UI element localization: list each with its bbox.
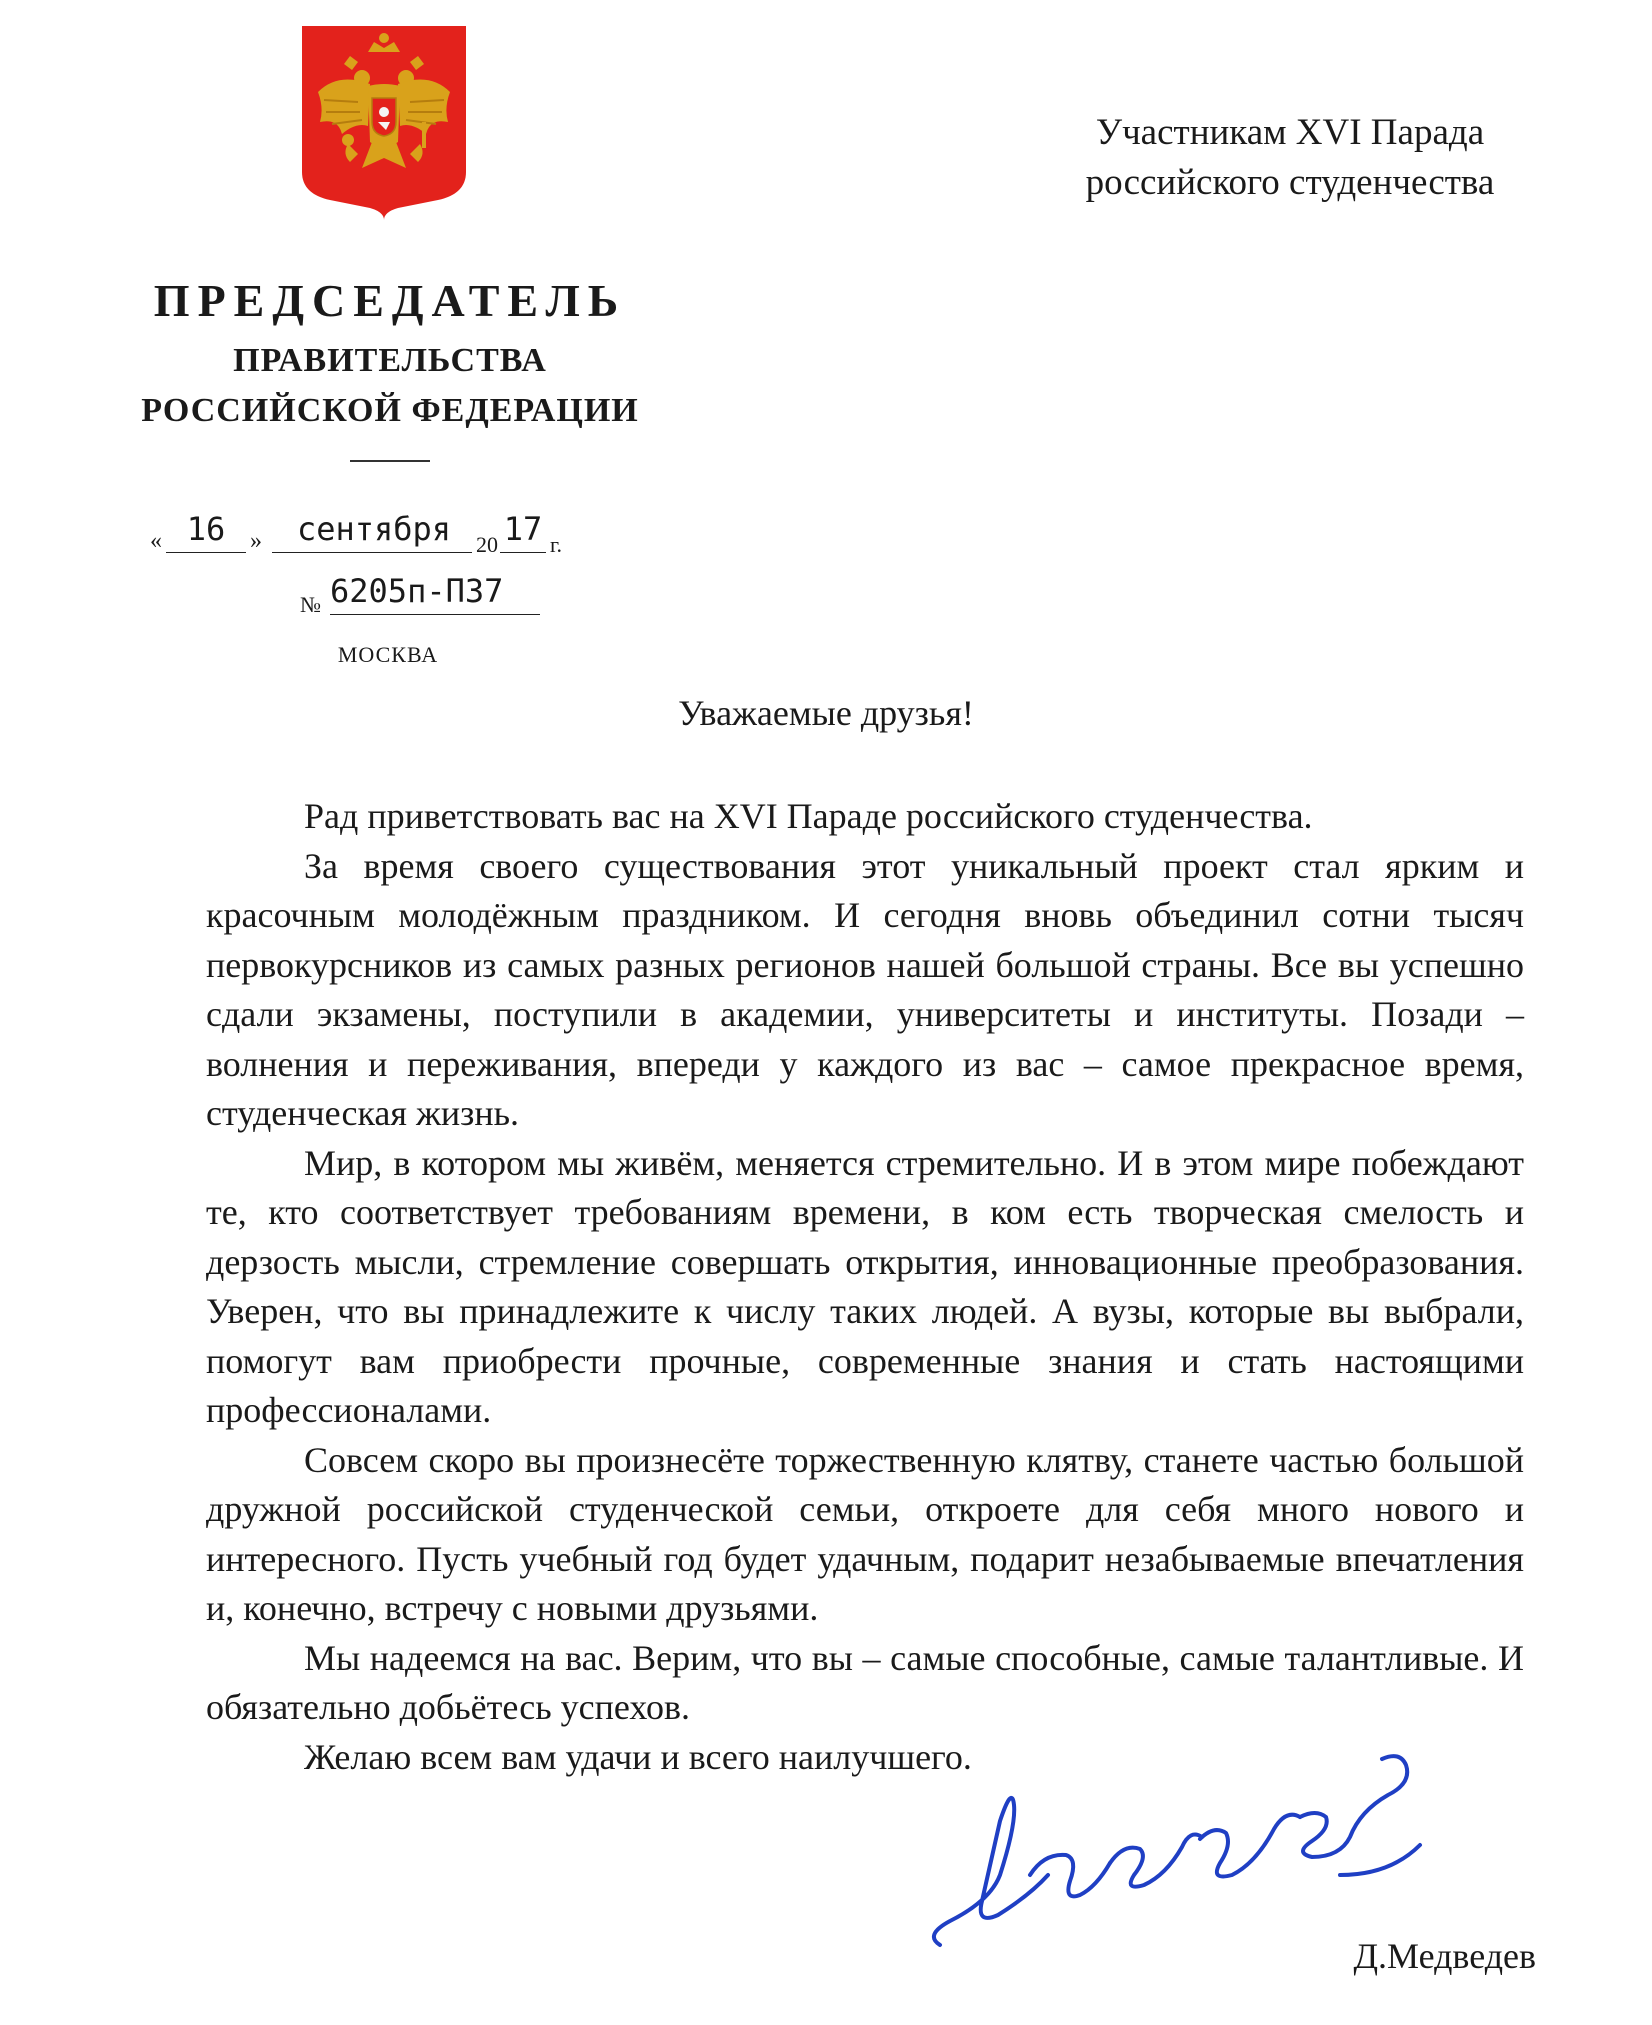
year-underline xyxy=(500,552,546,553)
year-prefix: 20 xyxy=(476,532,498,557)
greeting: Уважаемые друзья! xyxy=(678,693,974,733)
year-abbr: г. xyxy=(550,532,563,557)
signatory-name: Д.Медведев xyxy=(1353,1936,1536,1976)
number-underline xyxy=(330,614,540,615)
document-number xyxy=(300,572,600,620)
letter-body xyxy=(206,792,1524,1782)
year-suffix: 17 xyxy=(503,510,543,548)
sender-line: ПРАВИТЕЛЬСТВА xyxy=(233,342,547,379)
addressee-line: российского студенчества xyxy=(1085,162,1495,203)
number-sign: № xyxy=(300,592,321,617)
date-month: сентября xyxy=(296,510,452,548)
sender-header xyxy=(120,268,660,462)
paragraph: За время своего существования этот уникальный проект стал ярким и красочным молодёжным праздником. И сегодня вновь объединил сотни тысяч первокурсников из самых разных регионов нашей большой страны. Все вы успешно сдали экзамены, поступили в академии, университеты и институты. Позади – волнения и переживания, впереди у каждого из вас – самое прекрасное время, студенческая жизнь. xyxy=(206,845,1524,1133)
addressee-block xyxy=(1020,108,1560,208)
addressee-line: Участникам XVI Парада xyxy=(1095,112,1485,153)
document-city: МОСКВА xyxy=(337,642,439,667)
coat-of-arms-icon xyxy=(298,22,470,222)
number-value: 6205п-П37 xyxy=(330,572,504,610)
paragraph: Рад приветствовать вас на XVI Параде российского студенчества. xyxy=(304,796,1313,836)
paragraph: Желаю всем вам удачи и всего наилучшего. xyxy=(304,1736,972,1777)
paragraph: Мы надеемся на вас. Верим, что вы – самые способные, самые талантливые. И обязательно добьётесь успехов. xyxy=(206,1637,1524,1727)
paragraph: Мир, в котором мы живём, меняется стремительно. И в этом мире побеждают те, кто соответствует требованиям времени, в ком есть творческая смелость и дерзость мысли, стремление совершать открытия, инновационные преобразования. Уверен, что вы принадлежите к числу таких людей. А вузы, которые вы выбрали, помогут вам приобрести прочные, современные знания и стать настоящими профессионалами. xyxy=(206,1142,1524,1430)
handwritten-signature xyxy=(920,1725,1440,1965)
quote-close: » xyxy=(250,528,262,554)
month-underline xyxy=(272,552,472,553)
sender-line: РОССИЙСКОЙ ФЕДЕРАЦИИ xyxy=(141,392,639,429)
paragraph: Совсем скоро вы произнесёте торжественную клятву, станете частью большой дружной российской студенческой семьи, откроете для себя много нового и интересного. Пусть учебный год будет удачным, подарит незабываемые впечатления и, конечно, встречу с новыми друзьями. xyxy=(206,1439,1524,1628)
quote-open: « xyxy=(150,528,162,554)
date-day: 16 xyxy=(186,510,226,548)
header-divider xyxy=(350,460,430,462)
sender-title: ПРЕДСЕДАТЕЛЬ xyxy=(153,275,627,326)
document-date xyxy=(150,510,630,558)
day-underline xyxy=(166,552,246,553)
